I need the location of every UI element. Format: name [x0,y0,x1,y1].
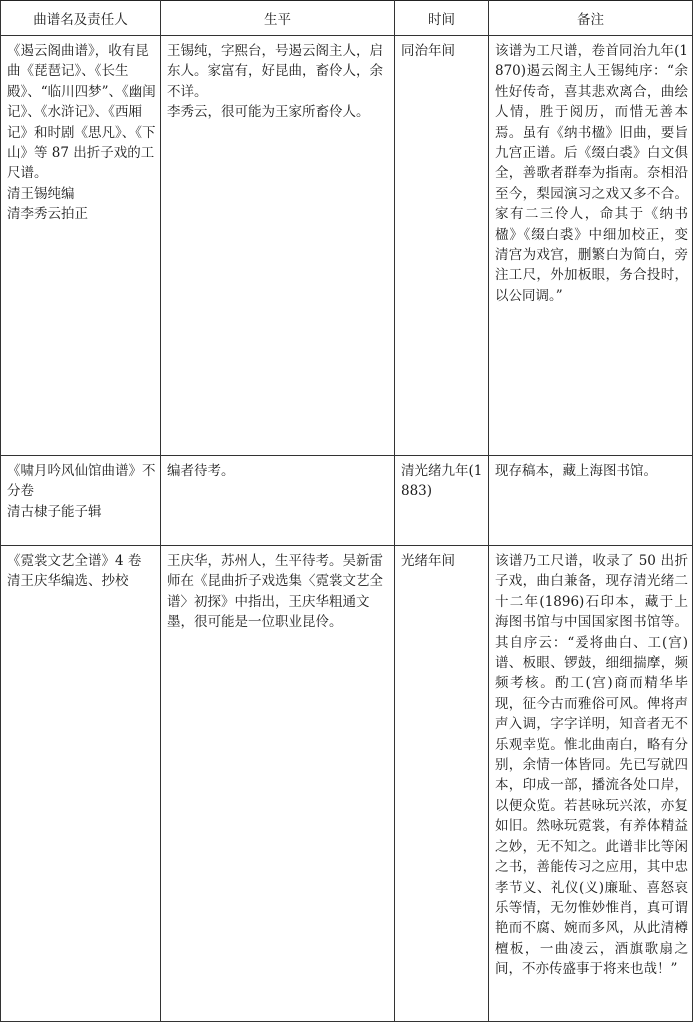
editor-line: 清古棣子能子辑 [7,503,102,520]
cell-biography [161,456,395,546]
editor-line: 清王锡纯编 [7,185,75,202]
cell-time: 同治年间 [395,36,489,456]
header-biography: 生平 [161,1,395,36]
score-title: 《遏云阁曲谱》，收有昆曲《琵琶记》、《长生殿》、“临川四梦”、《幽闺记》、《水浒记》、《西厢记》和时剧《思凡》、《下山》等 87 出折子戏的工尺谱。 [7,43,156,182]
score-title: 《霓裳文艺全谱》4 卷 [7,553,142,569]
cell-title [1,36,161,456]
table-row-xiaoyue [1,456,693,546]
editor-line: 清王庆华编选、抄校 [7,573,129,590]
biography-text: 王庆华，苏州人，生平待考。吴新雷师在《昆曲折子戏选集〈霓裳文艺全谱〉初探》中指出，王庆华粗通文墨，很可能是一位职业昆伶。 [167,553,383,631]
biography-text: 王锡纯，字熙台，号遏云阁主人，启东人。家富有，好昆曲，畜伶人，余不详。 [167,43,383,100]
biography-text: 李秀云，很可能为王家所畜伶人。 [167,104,370,121]
biography-text: 编者待考。 [167,463,235,479]
cell-biography [161,546,395,1022]
cell-title [1,456,161,546]
cell-title [1,546,161,1022]
cell-biography [161,36,395,456]
header-title-and-editor: 曲谱名及责任人 [1,1,161,36]
editor-line: 清李秀云拍正 [7,206,88,223]
cell-time: 光绪年间 [395,546,489,1022]
header-row [1,1,693,36]
header-time: 时间 [395,1,489,36]
table-row-eyunge [1,36,693,456]
cell-time: 清光绪九年(1883) [395,456,489,546]
cell-notes: 现存稿本，藏上海图书馆。 [489,456,693,546]
score-title: 《啸月吟风仙馆曲谱》不分卷 [7,463,156,500]
table-row-nichang [1,546,693,1022]
cell-notes: 该谱乃工尺谱，收录了 50 出折子戏，曲白兼备，现存清光绪二十二年(1896)石印本，藏于上海图书馆与中国国家图书馆等。其自序云：“爰将曲白、工(宫)谱、板眼、锣鼓，细细揣摩，频频考核。酌工(宫)商而精华毕现，征今古而雅俗可风。俾将声声入调，字字详明，知音者无不乐观幸览。惟北曲南白，略有分别，余情一体皆同。先已写就四本，印成一部，播流各处口岸，以便众览。若甚咏玩兴浓，亦复如旧。然咏玩霓裳，有养体精益之妙，无不知之。此谱非比等闲之书，善能传习之应用，其中忠孝节义、礼仪(义)廉耻、喜怒哀乐等情，无勿惟妙惟肖，真可谓艳而不腐、婉而多风，从此清樽檀板，一曲凌云，酒旗歌扇之间，不亦传盛事于将来也哉！” [489,546,693,1022]
cell-notes: 该谱为工尺谱，卷首同治九年(1870)遏云阁主人王锡纯序：“余性好传奇，喜其悲欢离合，曲绘人情，胜于阅历，而惜无善本焉。虽有《纳书楹》旧曲，要旨九宫正谱。后《缀白裘》白文俱全，善歌者群奉为指南。奈相沿至今，梨园演习之戏又多不合。家有二三伶人，命其于《纳书楹》《缀白裘》中细加校正，变清宫为戏宫，删繁白为简白，旁注工尺，外加板眼，务合投时，以公同调。” [489,36,693,456]
header-notes: 备注 [489,1,693,36]
